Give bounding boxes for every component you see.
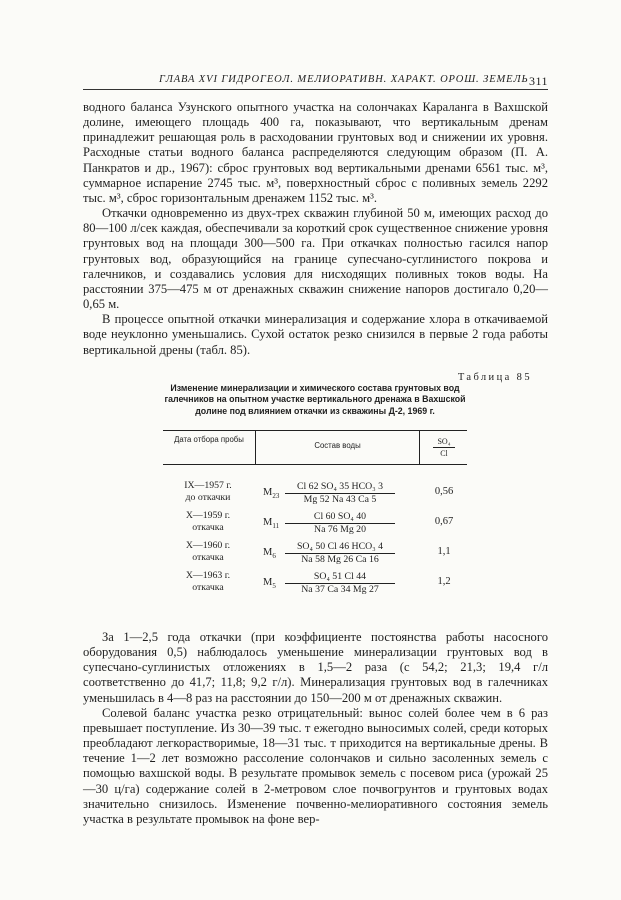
row-date-note: откачка — [192, 521, 224, 533]
row-ratio: 1,1 — [437, 546, 451, 557]
m-symbol: M — [263, 547, 273, 558]
table-caption: Изменение минерализации и химического состава грунтовых вод галечников на опытном участке вертикального дренажа в Вахшской долине под влиянием откачки из скважины Д-2, 1969 г. — [164, 383, 466, 416]
row-ratio: 1,2 — [437, 576, 451, 587]
m-value: 23 — [272, 492, 280, 501]
cations: Na 37 Ca 34 Mg 27 — [301, 583, 379, 595]
table-header-rule — [163, 464, 467, 465]
row-composition — [285, 571, 395, 595]
header-date: Дата отбора пробы — [174, 435, 244, 444]
row-date — [163, 480, 253, 503]
row-date-note: откачка — [192, 581, 224, 593]
row-ratio: 0,56 — [434, 486, 454, 497]
anions: SO₄ 51 Cl 44 — [285, 571, 395, 584]
row-mineralization — [263, 487, 279, 500]
paragraph: За 1—2,5 года откачки (при коэффициенте постоянства работы насосного оборудования 0,5) наблюдалось уменьшение минерализации грунтовых вод в супесчано-суглинистых отложениях в 1,5—2 раза (с 54,2; 21,3; 19,4 г/л соответственно до 41,7; 11,8; 9,2 г/л). Минерализация грунтовых вод в галечниках уменьшилась в 4—8 раз на расстоянии до 150—200 м от дренажных скважин. — [83, 630, 548, 705]
header-ratio-den: Cl — [440, 449, 448, 458]
m-value: 6 — [272, 552, 276, 561]
row-date-note: до откачки — [185, 491, 231, 503]
paragraph: Солевой баланс участка резко отрицательный: вынос солей более чем в 6 раз превышает поступление. Из 30—39 тыс. т ежегодно выносимых солей, среди которых преобладают легкорастворимые, 18—31 тыс. т приходится на вертикальные дрены. В течение 1—2 лет возможно рассоление солончаков и сильно засоленных земель с помощью вахшской воды. В результате промывок земель с посевом риса (урожай 25—30 ц/га) содержание солей в 2-метровом слое почвогрунтов и грунтовых водах значительно снизилось. Изменение почвенно-мелиоративного состояния земель участка в результате промывок на фоне вер- — [83, 705, 548, 826]
row-date-line: X—1959 г. — [185, 510, 231, 521]
row-mineralization — [263, 577, 276, 590]
data-table — [163, 430, 467, 600]
m-value: 5 — [272, 582, 276, 591]
row-ratio: 0,67 — [434, 516, 454, 527]
book-page — [83, 0, 548, 900]
m-symbol: M — [263, 577, 273, 588]
row-date-line: IX—1957 г. — [184, 480, 232, 491]
m-symbol: M — [263, 487, 273, 498]
table-top-rule — [163, 430, 467, 431]
table-number: Таблица 85 — [457, 372, 532, 383]
paragraph: Откачки одновременно из двух-трех скважин глубиной 50 м, имеющих расход до 80—100 л/сек каждая, обеспечивали за короткий срок существенное снижение уровня грунтовых вод на площади 300—500 га. При откачках полностью гасился напор грунтовых вод, образующийся на границе супесчано-суглинистого покрова и галечников, и создавались условия для нисходящих поливных токов воды. На расстоянии 375—475 м от дренажных скважин снижение напоров достигало 0,20—0,65 м. — [83, 206, 548, 312]
body-text-bottom — [83, 630, 548, 827]
anions: Cl 60 SO₄ 40 — [285, 511, 395, 524]
m-symbol: M — [263, 517, 273, 528]
row-date — [163, 570, 253, 593]
column-divider — [419, 430, 420, 464]
row-mineralization — [263, 547, 276, 560]
anions: Cl 62 SO₄ 35 HCO₃ 3 — [285, 481, 395, 494]
cations: Na 58 Mg 26 Ca 16 — [301, 553, 379, 565]
m-value: 11 — [272, 522, 280, 531]
row-date — [163, 510, 253, 533]
row-date-line: X—1960 г. — [185, 540, 231, 551]
row-date-line: X—1963 г. — [185, 570, 231, 581]
page-number: 311 — [528, 74, 548, 88]
row-mineralization — [263, 517, 279, 530]
anions: SO₄ 50 Cl 46 HCO₃ 4 — [285, 541, 395, 554]
header-composition: Состав воды — [314, 441, 361, 450]
cations: Na 76 Mg 20 — [314, 523, 366, 535]
table-row — [163, 570, 467, 606]
row-composition — [285, 481, 395, 505]
row-date-note: откачка — [192, 551, 224, 563]
header-ratio — [433, 436, 455, 459]
body-text-top — [83, 100, 548, 358]
running-header — [83, 74, 548, 88]
paragraph: В процессе опытной откачки минерализация и содержание хлора в откачиваемой воде неуклонно уменьшались. Сухой остаток резко снизился в первые 2 года работы вертикальной дрены (табл. 85). — [83, 312, 548, 357]
paragraph: водного баланса Узунского опытного участка на солончаках Караланга в Вахшской долине, имеющего площадь 400 га, показывают, что вертикальным дренам принадлежит решающая роль в расходовании грунтовых вод и снижении их уровня. Расходные статьи водного баланса распределяются следующим образом (П. А. Панкратов и др., 1967): сброс грунтовых вод вертикальными дренами 6561 тыс. м³, суммарное испарение 2745 тыс. м³, поверхностный сброс с поливных земель 2292 тыс. м³, сброс горизонтальным дренажем 1152 тыс. м³. — [83, 100, 548, 205]
row-composition — [285, 511, 395, 535]
row-date — [163, 540, 253, 563]
row-composition — [285, 541, 395, 565]
chapter-title: ГЛАВА XVI ГИДРОГЕОЛ. МЕЛИОРАТИВН. ХАРАКТ. ОРОШ. ЗЕМЕЛЬ — [159, 74, 529, 85]
cations: Mg 52 Na 43 Ca 5 — [303, 493, 377, 505]
header-rule — [83, 89, 548, 90]
header-ratio-num: SO₄ — [433, 436, 455, 448]
